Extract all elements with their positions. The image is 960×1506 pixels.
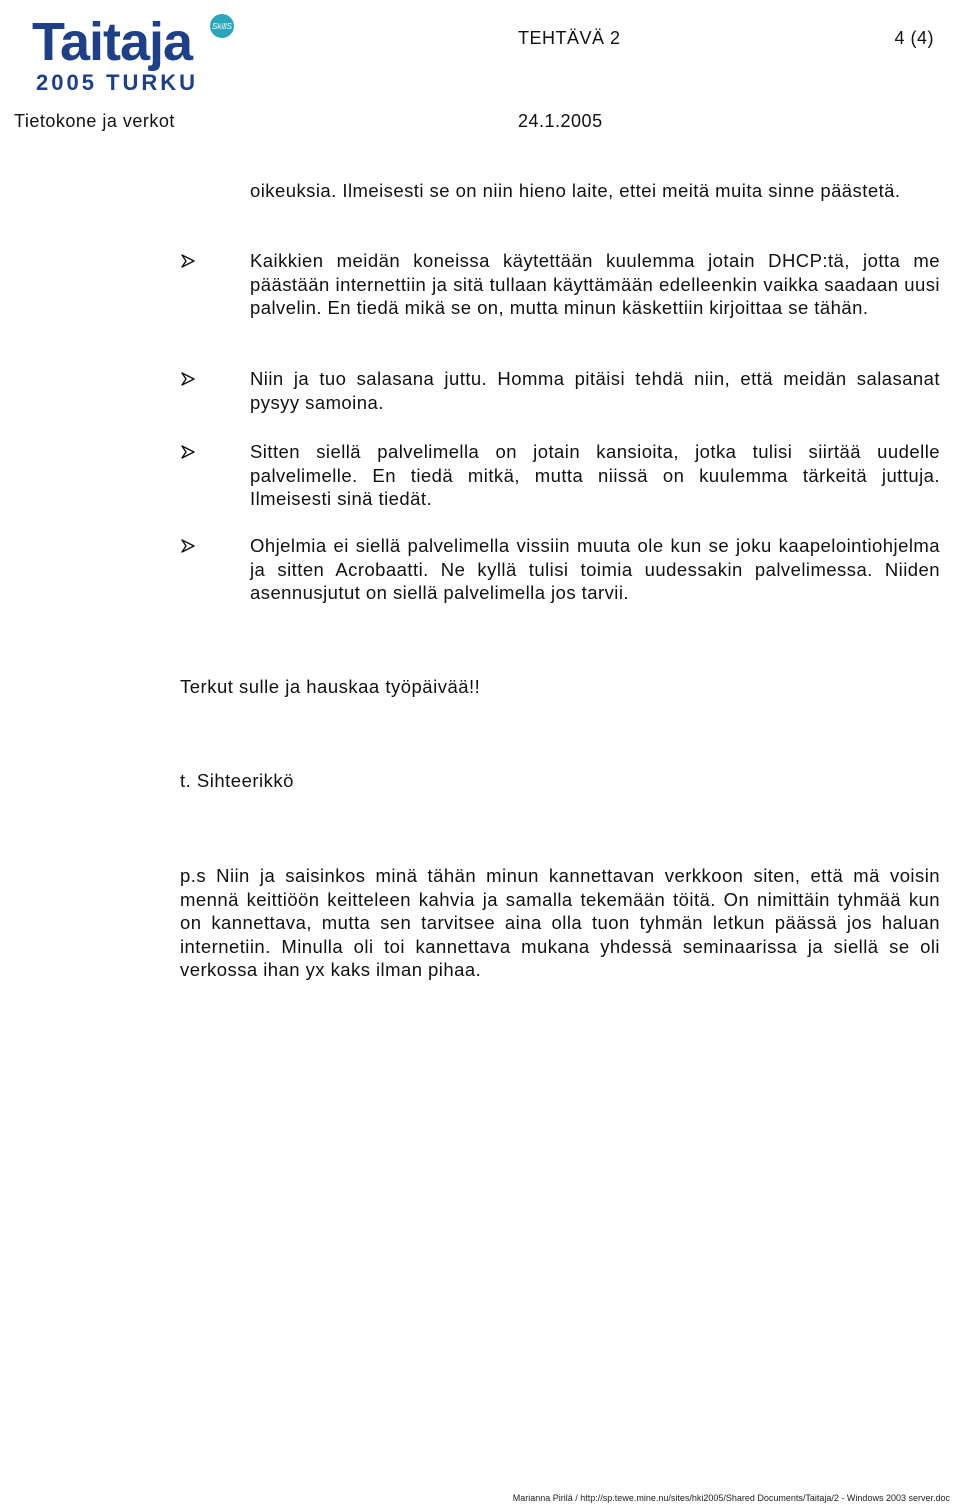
bullet-text: Kaikkien meidän koneissa käytettään kuulemma jotain DHCP:tä, jotta me päästään internettiin ja sitä tullaan käyttämään edelleenkin vaikka saadaan uusi palvelin. En tiedä mikä se on, mutta minun käskettiin kirjoittaa se tähän. — [250, 250, 940, 318]
logo-wordmark: Taitaja — [32, 12, 193, 72]
bullet-text: Niin ja tuo salasana juttu. Homma pitäisi tehdä niin, että meidän salasanat pysyy samoina. — [250, 368, 940, 413]
page-number: 4 (4) — [894, 28, 934, 48]
arrow-bullet-icon — [180, 253, 196, 269]
continuation-paragraph: oikeuksia. Ilmeisesti se on niin hieno laite, ettei meitä muita sinne päästetä. — [250, 180, 901, 201]
postscript-paragraph: p.s Niin ja saisinkos minä tähän minun kannettavan verkkoon siten, että mä voisin mennä keittiöön keitteleen kahvia ja samalla tekemään töitä. On nimittäin tyhmää kun on kannettava, mutta sen tarvitsee aina olla tuon tyhmän letkun päässä jos haluan internetiin. Minulla oli toi kannettava mukana yhdessä seminaarissa ja siellä se oli verkossa ihan yx kaks ilman pihaa. — [180, 865, 940, 980]
document-footer: Marianna Pirilä / http://sp.tewe.mine.nu/sites/hki2005/Shared Documents/Taitaja/2 - Windows 2003 server.doc — [512, 1493, 950, 1503]
logo-badge-text: SkillS — [211, 22, 233, 31]
bullet-text: Sitten siellä palvelimella on jotain kansioita, jotka tulisi siirtää uudelle palvelimelle. En tiedä mitkä, mutta niissä on kuulemma tärkeitä juttuja. Ilmeisesti sinä tiedät. — [250, 441, 940, 509]
arrow-bullet-icon — [180, 444, 196, 460]
arrow-bullet-icon — [180, 371, 196, 387]
bullet-text: Ohjelmia ei siellä palvelimella vissiin muuta ole kun se joku kaapelointiohjelma ja sitten Acrobaatti. Ne kyllä tulisi toimia uudessakin palvelimessa. Niiden asennusjutut on siellä palvelimella jos tarvii. — [250, 535, 940, 603]
task-title: TEHTÄVÄ 2 — [518, 28, 621, 48]
taitaja-logo — [30, 10, 240, 96]
subject-title: Tietokone ja verkot — [14, 111, 175, 131]
arrow-bullet-icon — [180, 538, 196, 554]
document-date: 24.1.2005 — [518, 111, 603, 131]
logo-subline: 2005 TURKU — [36, 70, 199, 95]
signature: t. Sihteerikkö — [180, 770, 294, 791]
greeting: Terkut sulle ja hauskaa työpäivää!! — [180, 676, 481, 697]
